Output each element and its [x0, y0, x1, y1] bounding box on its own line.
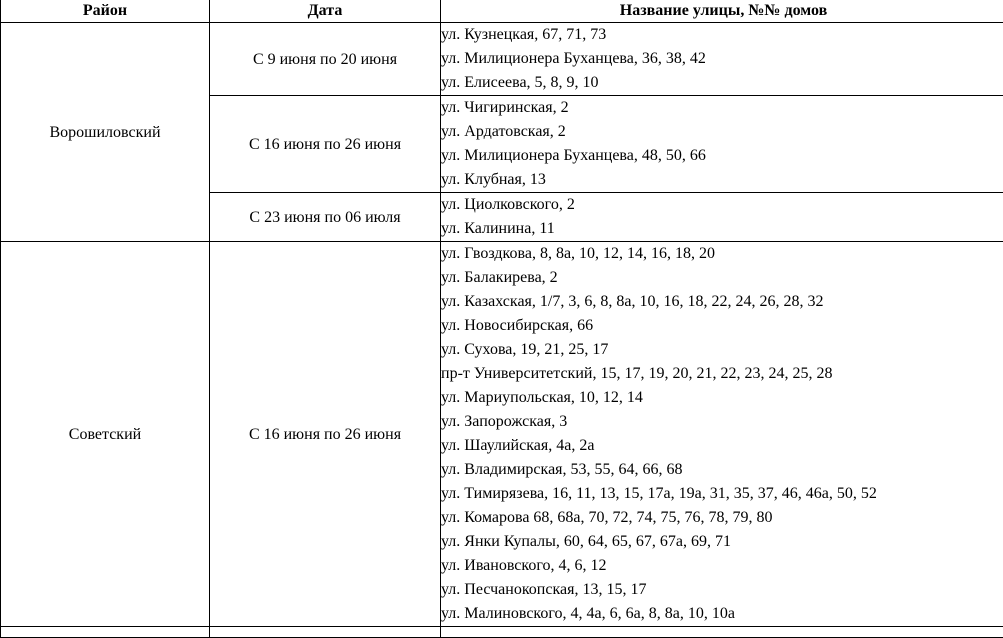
empty-cell	[210, 627, 441, 638]
table-row	[1, 242, 1003, 627]
street-line: ул. Милиционера Буханцева, 48, 50, 66	[441, 144, 1003, 168]
date-cell: С 16 июня по 26 июня	[210, 96, 441, 193]
header-district: Район	[1, 0, 210, 23]
street-line: ул. Тимирязева, 16, 11, 13, 15, 17а, 19а, 31, 35, 37, 46, 46а, 50, 52	[441, 482, 1003, 506]
street-line: ул. Циолковского, 2	[441, 193, 1003, 217]
street-line: ул. Песчанокопская, 13, 15, 17	[441, 578, 1003, 602]
street-line: ул. Гвоздкова, 8, 8а, 10, 12, 14, 16, 18, 20	[441, 242, 1003, 266]
street-line: ул. Новосибирская, 66	[441, 314, 1003, 338]
street-line: ул. Мариупольская, 10, 12, 14	[441, 386, 1003, 410]
header-row	[1, 0, 1003, 23]
table-row-continuation	[1, 627, 1003, 638]
street-line: пр-т Университетский, 15, 17, 19, 20, 21, 22, 23, 24, 25, 28	[441, 362, 1003, 386]
street-line: ул. Запорожская, 3	[441, 410, 1003, 434]
street-line: ул. Милиционера Буханцева, 36, 38, 42	[441, 47, 1003, 71]
street-line: ул. Казахская, 1/7, 3, 6, 8, 8а, 10, 16, 18, 22, 24, 26, 28, 32	[441, 290, 1003, 314]
street-line: ул. Сухова, 19, 21, 25, 17	[441, 338, 1003, 362]
street-line: ул. Калинина, 11	[441, 217, 1003, 241]
street-line: ул. Шаулийская, 4а, 2а	[441, 434, 1003, 458]
streets-cell	[441, 193, 1003, 242]
street-line: ул. Елисеева, 5, 8, 9, 10	[441, 71, 1003, 95]
street-line: ул. Балакирева, 2	[441, 266, 1003, 290]
header-streets: Название улицы, №№ домов	[441, 0, 1003, 23]
district-cell: Советский	[1, 242, 210, 627]
date-cell: С 16 июня по 26 июня	[210, 242, 441, 627]
street-line: ул. Чигиринская, 2	[441, 96, 1003, 120]
date-cell: С 23 июня по 06 июля	[210, 193, 441, 242]
street-line: ул. Клубная, 13	[441, 168, 1003, 192]
street-line: ул. Ивановского, 4, 6, 12	[441, 554, 1003, 578]
empty-cell	[1, 627, 210, 638]
streets-cell	[441, 242, 1003, 627]
streets-cell	[441, 23, 1003, 96]
district-cell: Ворошиловский	[1, 23, 210, 242]
date-cell: С 9 июня по 20 июня	[210, 23, 441, 96]
header-date: Дата	[210, 0, 441, 23]
street-line: ул. Кузнецкая, 67, 71, 73	[441, 23, 1003, 47]
street-line: ул. Владимирская, 53, 55, 64, 66, 68	[441, 458, 1003, 482]
street-line: ул. Комарова 68, 68а, 70, 72, 74, 75, 76, 78, 79, 80	[441, 506, 1003, 530]
street-line: ул. Малиновского, 4, 4а, 6, 6а, 8, 8а, 10, 10а	[441, 602, 1003, 626]
street-line: ул. Ардатовская, 2	[441, 120, 1003, 144]
streets-cell	[441, 96, 1003, 193]
table-row	[1, 23, 1003, 96]
street-line: ул. Янки Купалы, 60, 64, 65, 67, 67а, 69, 71	[441, 530, 1003, 554]
empty-cell	[441, 627, 1003, 638]
